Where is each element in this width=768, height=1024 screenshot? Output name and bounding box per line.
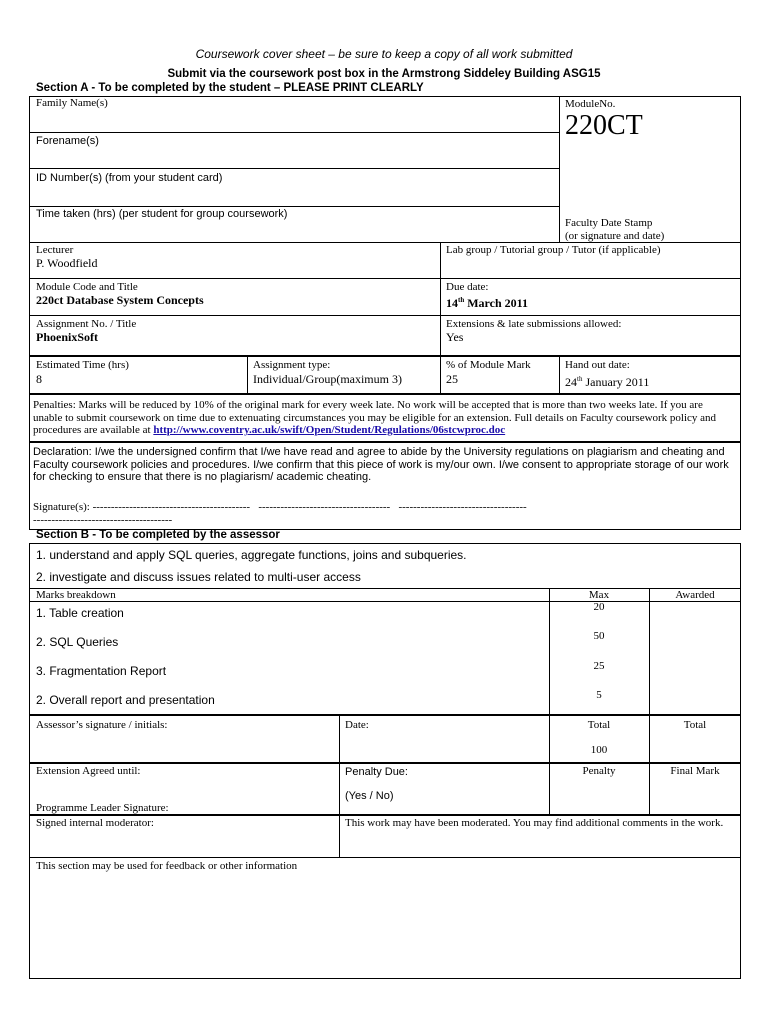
lecturer-label: Lecturer — [36, 244, 74, 256]
module-no-label: ModuleNo. — [565, 98, 616, 110]
programme-leader-label: Programme Leader Signature: — [36, 802, 169, 814]
family-name-label: Family Name(s) — [36, 97, 108, 109]
total-label: Total — [587, 719, 611, 731]
signature-line: Signature(s): ------------------------------------------- ------------------------------------ ----------------------------------- — [33, 501, 527, 513]
extensions-label: Extensions & late submissions allowed: — [446, 318, 622, 330]
assessor-signature-label: Assessor’s signature / initials: — [36, 719, 168, 731]
section-a-heading: Section A - To be completed by the student – PLEASE PRINT CLEARLY — [36, 82, 424, 94]
faculty-stamp-label: Faculty Date Stamp — [565, 217, 653, 229]
penalty-due-label: Penalty Due: — [345, 766, 408, 778]
mark-item-1: 1. Table creation — [36, 606, 124, 620]
faculty-stamp-sub: (or signature and date) — [565, 230, 665, 242]
time-taken-label: Time taken (hrs) (per student for group coursework) — [36, 208, 288, 220]
assignment-label: Assignment No. / Title — [36, 318, 137, 330]
declaration-text: Declaration: I/we the undersigned confirm that I/we have read and agree to abide by the University regulations on plagiarism and cheating and Faculty coursework policies and procedures. I/we confirm that this piece of work is my/our own. I/we consent to appropriate storage of our work for checking to ensure that there is no plagiarism/ academic cheating. — [33, 446, 729, 483]
due-date-label: Due date: — [446, 281, 489, 293]
due-date-value: 14th March 2011 — [446, 296, 529, 310]
pct-label: % of Module Mark — [446, 359, 531, 371]
awarded-label: Awarded — [675, 589, 715, 601]
regulations-link[interactable]: http://www.coventry.ac.uk/swift/Open/Student/Regulations/06stcwproc.doc — [153, 424, 506, 436]
est-time-value: 8 — [36, 372, 42, 386]
feedback-label: This section may be used for feedback or other information — [36, 860, 298, 872]
moderator-label: Signed internal moderator: — [36, 817, 154, 829]
total-awarded-label: Total — [683, 719, 707, 731]
date-label: Date: — [345, 719, 369, 731]
total-value: 100 — [590, 744, 608, 756]
mark-max-2: 50 — [593, 630, 605, 642]
module-no-value: 220CT — [565, 110, 643, 141]
mark-max-1: 20 — [593, 601, 605, 613]
lecturer-value: P. Woodfield — [36, 256, 98, 270]
module-code-label: Module Code and Title — [36, 281, 138, 293]
sheet-title: Coursework cover sheet – be sure to keep a copy of all work submitted — [195, 47, 573, 61]
submit-instruction: Submit via the coursework post box in the Armstrong Siddeley Building ASG15 — [167, 68, 601, 80]
objective-2: 2. investigate and discuss issues related to multi-user access — [36, 570, 361, 584]
assign-type-value: Individual/Group(maximum 3) — [253, 372, 402, 386]
moderated-text: This work may have been moderated. You may find additional comments in the work. — [345, 817, 724, 829]
penalty-label: Penalty — [582, 765, 616, 777]
mark-item-4: 2. Overall report and presentation — [36, 693, 215, 707]
est-time-label: Estimated Time (hrs) — [36, 359, 129, 371]
final-mark-label: Final Mark — [670, 765, 720, 777]
objective-1: 1. understand and apply SQL queries, aggregate functions, joins and subqueries. — [36, 548, 467, 562]
penalties-text: Penalties: Marks will be reduced by 10% of the original mark for every week late. No work will be accepted that is more than two weeks late. If you are unable to submit coursework on time due to extenuating circumstances you may be eligible for an extension. Full details on Faculty coursework policy and procedures are available at http://www.coventry.ac.uk/swift/Open/Student/Regulations/06stcwproc.doc — [33, 399, 717, 436]
pct-value: 25 — [446, 372, 458, 386]
extension-label: Extension Agreed until: — [36, 765, 141, 777]
module-code-value: 220ct Database System Concepts — [36, 293, 204, 307]
forename-label: Forename(s) — [36, 135, 99, 147]
mark-item-3: 3. Fragmentation Report — [36, 664, 167, 678]
section-b-heading: Section B - To be completed by the assessor — [36, 529, 280, 541]
mark-max-4: 5 — [596, 689, 602, 701]
assignment-value: PhoenixSoft — [36, 330, 99, 344]
mark-max-3: 25 — [593, 660, 605, 672]
feedback-box — [29, 857, 741, 979]
assign-type-label: Assignment type: — [253, 359, 331, 371]
id-number-label: ID Number(s) (from your student card) — [36, 172, 223, 184]
max-label: Max — [588, 589, 610, 601]
signature-line-2: -------------------------------------- — [33, 514, 173, 526]
marks-breakdown-label: Marks breakdown — [36, 589, 116, 601]
mark-item-2: 2. SQL Queries — [36, 635, 119, 649]
penalty-yes-no: (Yes / No) — [345, 790, 394, 802]
handout-value: 24th January 2011 — [565, 375, 650, 389]
extensions-value: Yes — [446, 330, 464, 344]
lab-group-label: Lab group / Tutorial group / Tutor (if applicable) — [446, 244, 661, 256]
handout-label: Hand out date: — [565, 359, 630, 371]
